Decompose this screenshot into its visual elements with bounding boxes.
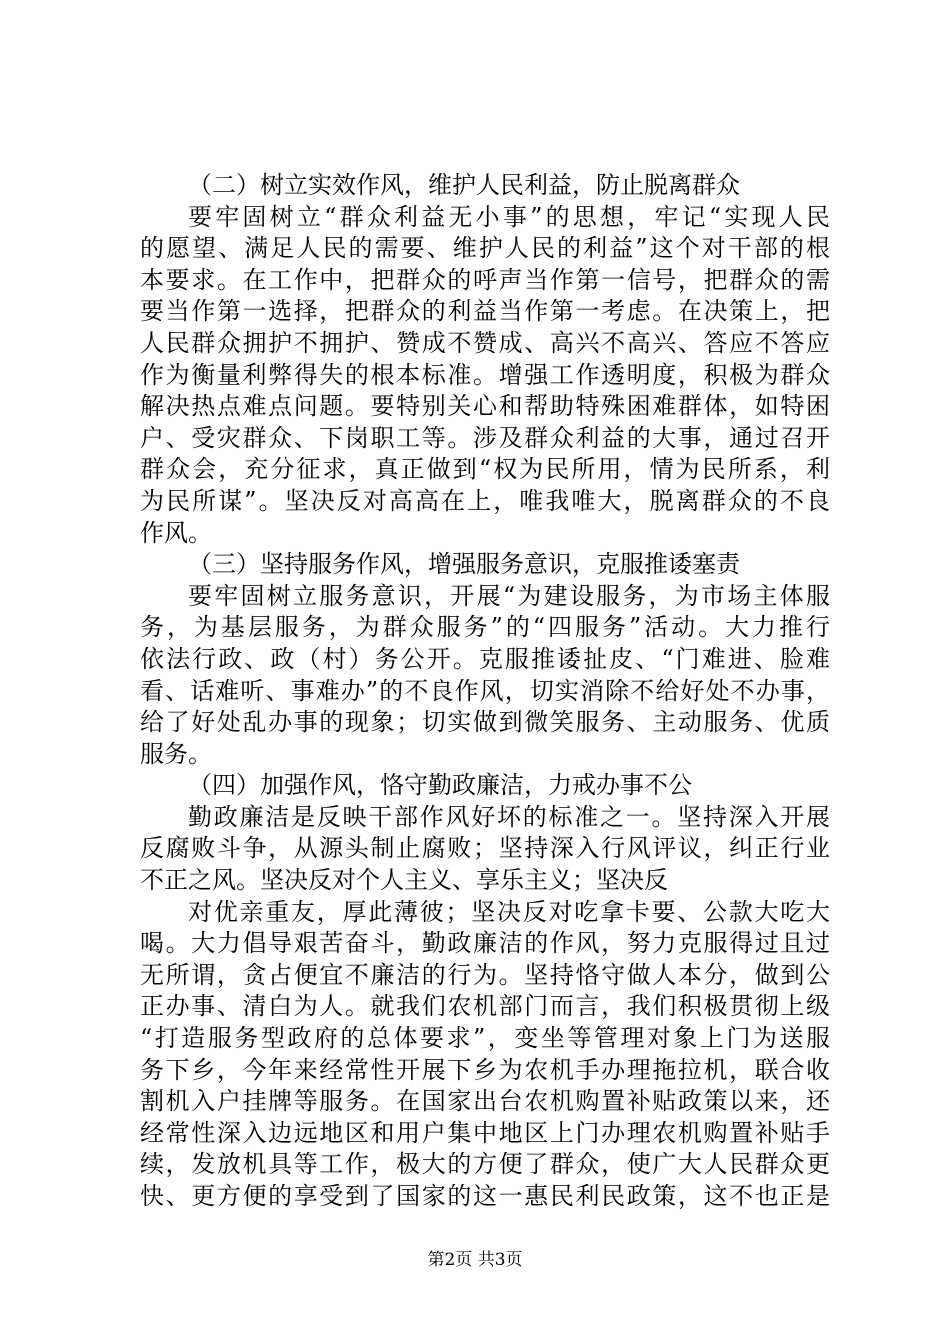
document-body xyxy=(140,170,830,1213)
text-line: 反腐败斗争，从源头制止腐败；坚持深入行风评议，纠正行业 xyxy=(140,834,830,863)
text-line: 户、受灾群众、下岗职工等。涉及群众利益的大事，通过召开 xyxy=(140,423,830,452)
text-line: 不正之风。坚决反对个人主义、享乐主义；坚决反 xyxy=(140,866,668,895)
text-line: 作风。 xyxy=(140,518,212,547)
text-line: 的愿望、满足人民的需要、维护人民的利益”这个对干部的根 xyxy=(140,234,830,263)
page-footer: 第2页 共3页 xyxy=(427,1250,523,1270)
text-line: 作为衡量利弊得失的根本标准。增强工作透明度，积极为群众 xyxy=(140,360,830,389)
text-line: 要牢固树立“群众利益无小事”的思想，牢记“实现人民 xyxy=(188,202,830,231)
text-line: 喝。大力倡导艰苦奋斗，勤政廉洁的作风，努力克服得过且过 xyxy=(140,929,830,958)
text-line: 依法行政、政（村）务公开。克服推诿扯皮、“门难进、脸难 xyxy=(140,644,830,673)
text-line: 本要求。在工作中，把群众的呼声当作第一信号，把群众的需 xyxy=(140,265,830,294)
text-line: 无所谓，贪占便宜不廉洁的行为。坚持恪守做人本分，做到公 xyxy=(140,960,830,989)
text-line: 勤政廉洁是反映干部作风好坏的标准之一。坚持深入开展 xyxy=(188,802,830,831)
section-heading: （三）坚持服务作风，增强服务意识，克服推诿塞责 xyxy=(188,550,740,579)
section-heading: （二）树立实效作风，维护人民利益，防止脱离群众 xyxy=(188,171,740,199)
text-line: 群众会，充分征求，真正做到“权为民所用，情为民所系，利 xyxy=(140,455,830,484)
text-line: 对优亲重友，厚此薄彼；坚决反对吃拿卡要、公款大吃大 xyxy=(188,897,830,926)
text-line: 务下乡，今年来经常性开展下乡为农机手办理拖拉机，联合收 xyxy=(140,1055,830,1084)
text-line: 服务。 xyxy=(140,739,212,768)
text-line: 为民所谋”。坚决反对高高在上，唯我唯大，脱离群众的不良 xyxy=(140,486,830,515)
text-line: 人民群众拥护不拥护、赞成不赞成、高兴不高兴、答应不答应 xyxy=(140,328,830,357)
text-line: 要当作第一选择，把群众的利益当作第一考虑。在决策上，把 xyxy=(140,297,830,326)
text-line: 解决热点难点问题。要特别关心和帮助特殊困难群体，如特困 xyxy=(140,392,830,421)
text-line: 给了好处乱办事的现象；切实做到微笑服务、主动服务、优质 xyxy=(140,708,830,737)
section-heading: （四）加强作风，恪守勤政廉洁，力戒办事不公 xyxy=(188,771,692,800)
text-line: 要牢固树立服务意识，开展“为建设服务，为市场主体服 xyxy=(188,581,830,610)
text-line: 续，发放机具等工作，极大的方便了群众，使广大人民群众更 xyxy=(140,1150,830,1179)
text-line: 看、话难听、事难办”的不良作风，切实消除不给好处不办事， xyxy=(140,676,830,705)
text-line: 割机入户挂牌等服务。在国家出台农机购置补贴政策以来，还 xyxy=(140,1087,830,1116)
text-line: 快、更方便的享受到了国家的这一惠民利民政策，这不也正是 xyxy=(140,1182,830,1210)
text-line: “打造服务型政府的总体要求”，变坐等管理对象上门为送服 xyxy=(140,1024,830,1053)
text-line: 务，为基层服务，为群众服务”的“四服务”活动。大力推行 xyxy=(140,613,830,642)
text-line: 正办事、清白为人。就我们农机部门而言，我们积极贯彻上级 xyxy=(140,992,830,1021)
text-line: 经常性深入边远地区和用户集中地区上门办理农机购置补贴手 xyxy=(140,1118,830,1147)
